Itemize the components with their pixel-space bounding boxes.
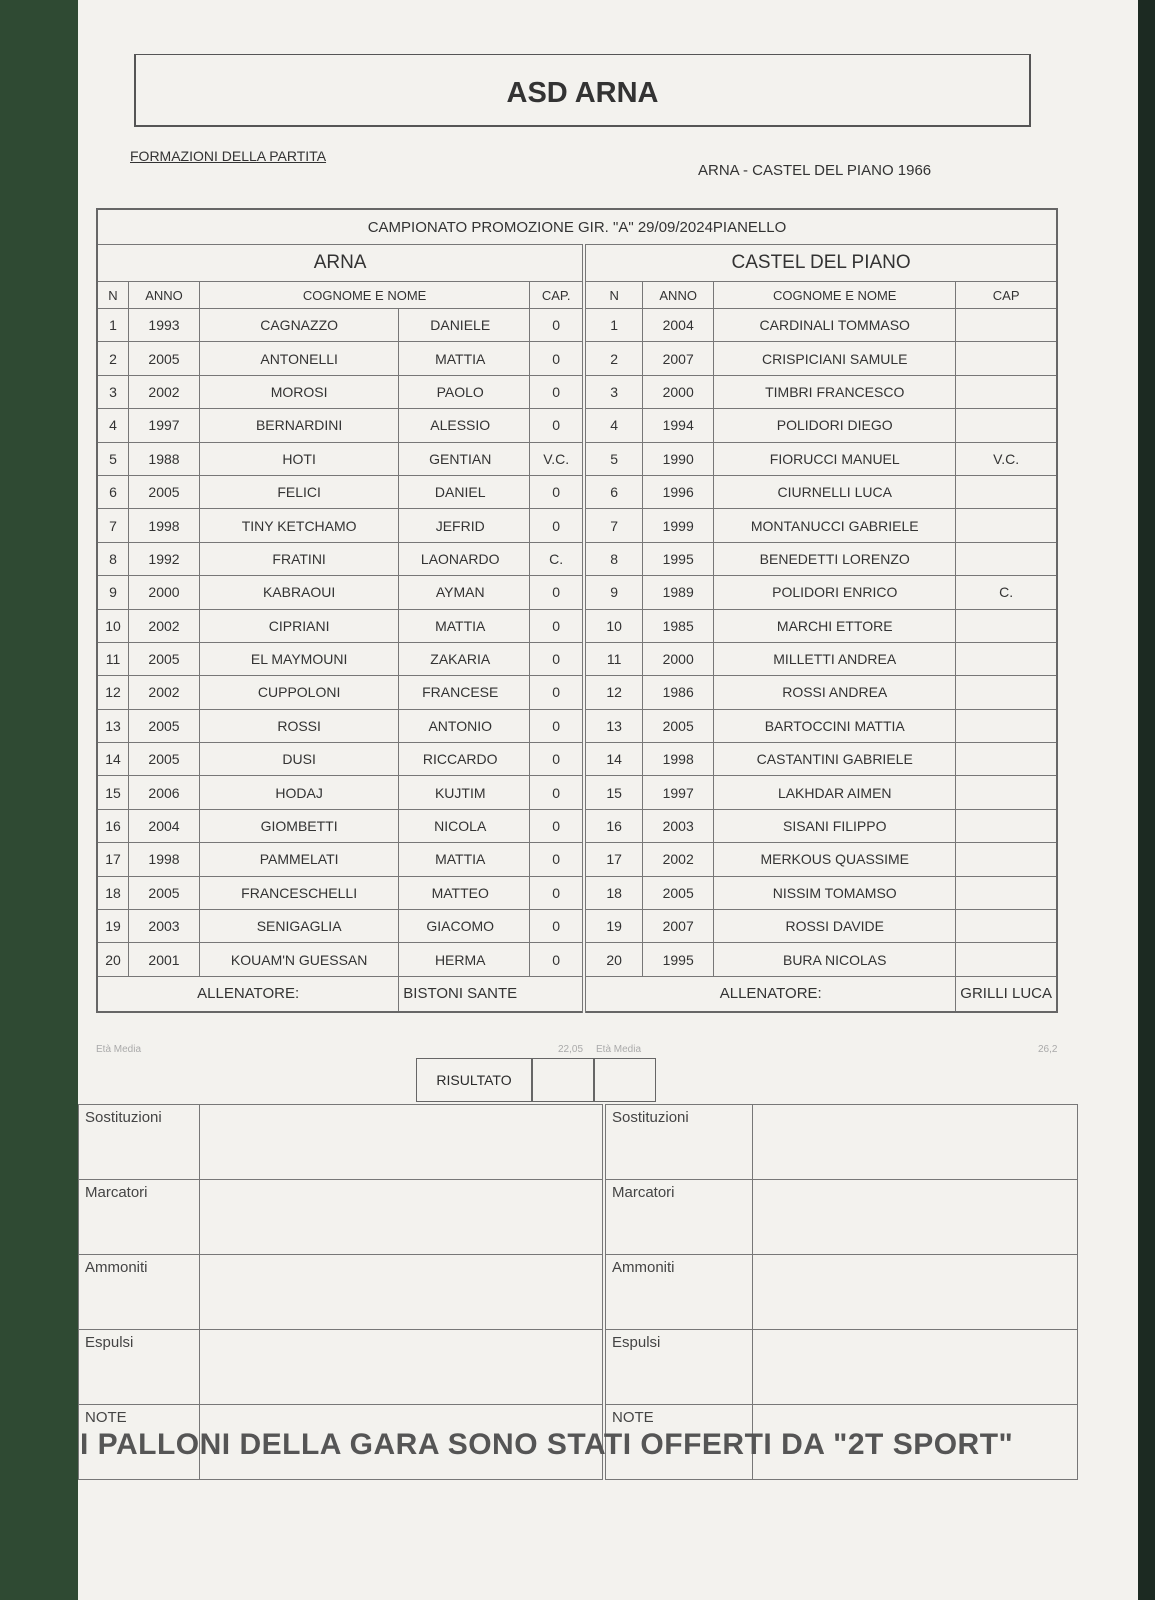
home-player-firstname: RICCARDO (399, 743, 530, 776)
home-player-year: 2005 (129, 642, 200, 675)
home-player-cap: 0 (530, 576, 585, 609)
home-player-cap: 0 (530, 642, 585, 675)
home-player-cap: 0 (530, 809, 585, 842)
away-event-label: Espulsi (604, 1330, 753, 1405)
home-player-firstname: ALESSIO (399, 409, 530, 442)
home-event-field (200, 1255, 605, 1330)
home-player-firstname: HERMA (399, 943, 530, 976)
away-player-year: 1990 (643, 442, 714, 475)
away-event-label: Ammoniti (604, 1255, 753, 1330)
away-player-number: 14 (584, 743, 643, 776)
home-player-number: 6 (97, 475, 129, 508)
away-player-cap (956, 475, 1057, 508)
away-player-number: 16 (584, 809, 643, 842)
home-player-firstname: DANIELE (399, 309, 530, 342)
home-player-surname: HODAJ (200, 776, 399, 809)
home-player-surname: HOTI (200, 442, 399, 475)
home-player-year: 1992 (129, 542, 200, 575)
away-player-cap (956, 309, 1057, 342)
home-player-surname: EL MAYMOUNI (200, 642, 399, 675)
home-player-year: 2005 (129, 342, 200, 375)
away-player-name: MONTANUCCI GABRIELE (714, 509, 956, 542)
home-eta-media-label: Età Media (96, 1044, 142, 1055)
away-player-year: 1995 (643, 943, 714, 976)
player-row (97, 309, 1057, 342)
home-player-surname: ANTONELLI (200, 342, 399, 375)
home-event-field (200, 1330, 605, 1405)
home-player-surname: PAMMELATI (200, 843, 399, 876)
home-player-surname: CIPRIANI (200, 609, 399, 642)
home-player-surname: CAGNAZZO (200, 309, 399, 342)
home-player-cap: 0 (530, 409, 585, 442)
away-player-year: 2004 (643, 309, 714, 342)
away-col-n: N (584, 282, 643, 309)
home-player-cap: 0 (530, 309, 585, 342)
away-event-label: NOTE (604, 1405, 753, 1480)
home-player-surname: TINY KETCHAMO (200, 509, 399, 542)
away-player-number: 4 (584, 409, 643, 442)
result-away-cell (594, 1058, 656, 1102)
home-player-year: 1997 (129, 409, 200, 442)
away-player-number: 17 (584, 843, 643, 876)
home-player-number: 4 (97, 409, 129, 442)
home-player-number: 2 (97, 342, 129, 375)
home-player-year: 2005 (129, 743, 200, 776)
away-col-name: COGNOME E NOME (714, 282, 956, 309)
home-player-firstname: NICOLA (399, 809, 530, 842)
away-player-number: 20 (584, 943, 643, 976)
away-player-name: ROSSI ANDREA (714, 676, 956, 709)
home-player-firstname: GIACOMO (399, 910, 530, 943)
home-player-year: 2000 (129, 576, 200, 609)
home-event-label: Ammoniti (79, 1255, 200, 1330)
home-player-cap: C. (530, 542, 585, 575)
home-player-firstname: FRANCESE (399, 676, 530, 709)
home-player-surname: SENIGAGLIA (200, 910, 399, 943)
home-player-firstname: JEFRID (399, 509, 530, 542)
away-player-cap (956, 809, 1057, 842)
away-event-label: Sostituzioni (604, 1105, 753, 1180)
home-player-surname: KOUAM'N GUESSAN (200, 943, 399, 976)
home-player-year: 2003 (129, 910, 200, 943)
home-coach-label: ALLENATORE: (97, 976, 399, 1012)
away-player-cap: C. (956, 576, 1057, 609)
home-player-year: 1993 (129, 309, 200, 342)
away-player-number: 15 (584, 776, 643, 809)
away-player-year: 1989 (643, 576, 714, 609)
away-player-number: 12 (584, 676, 643, 709)
home-event-field (200, 1180, 605, 1255)
home-player-firstname: LAONARDO (399, 542, 530, 575)
away-player-year: 1986 (643, 676, 714, 709)
away-player-name: MERKOUS QUASSIME (714, 843, 956, 876)
club-title: ASD ARNA (506, 77, 659, 109)
home-event-field (200, 1105, 605, 1180)
player-row (97, 876, 1057, 909)
away-player-cap (956, 843, 1057, 876)
away-player-name: MILLETTI ANDREA (714, 642, 956, 675)
away-player-name: BURA NICOLAS (714, 943, 956, 976)
away-event-field (753, 1255, 1078, 1330)
events-table (78, 1104, 1078, 1480)
away-player-year: 2000 (643, 642, 714, 675)
home-player-year: 2002 (129, 375, 200, 408)
home-player-cap: 0 (530, 676, 585, 709)
away-player-year: 2005 (643, 876, 714, 909)
home-player-number: 3 (97, 375, 129, 408)
away-player-year: 1985 (643, 609, 714, 642)
home-player-cap: V.C. (530, 442, 585, 475)
home-player-number: 11 (97, 642, 129, 675)
away-player-cap (956, 609, 1057, 642)
home-player-year: 2004 (129, 809, 200, 842)
player-row (97, 709, 1057, 742)
away-player-name: CRISPICIANI SAMULE (714, 342, 956, 375)
player-row (97, 509, 1057, 542)
away-col-anno: ANNO (643, 282, 714, 309)
home-player-year: 2001 (129, 943, 200, 976)
event-row (79, 1330, 1078, 1405)
away-player-year: 1998 (643, 743, 714, 776)
home-player-firstname: GENTIAN (399, 442, 530, 475)
away-player-cap: V.C. (956, 442, 1057, 475)
home-player-surname: MOROSI (200, 375, 399, 408)
away-player-cap (956, 375, 1057, 408)
home-event-label: Espulsi (79, 1330, 200, 1405)
away-player-year: 2007 (643, 342, 714, 375)
home-player-firstname: MATTIA (399, 609, 530, 642)
away-player-cap (956, 509, 1057, 542)
away-player-year: 1999 (643, 509, 714, 542)
home-team-name: ARNA (97, 245, 584, 282)
away-player-name: SISANI FILIPPO (714, 809, 956, 842)
home-player-surname: FRANCESCHELLI (200, 876, 399, 909)
player-row (97, 409, 1057, 442)
event-row (79, 1105, 1078, 1180)
home-player-cap: 0 (530, 509, 585, 542)
home-coach-name: BISTONI SANTE (399, 976, 584, 1012)
away-player-name: TIMBRI FRANCESCO (714, 375, 956, 408)
away-player-name: POLIDORI DIEGO (714, 409, 956, 442)
home-player-number: 9 (97, 576, 129, 609)
result-label: RISULTATO (416, 1058, 532, 1102)
home-player-cap: 0 (530, 910, 585, 943)
away-player-year: 1995 (643, 542, 714, 575)
away-player-cap (956, 910, 1057, 943)
event-row (79, 1255, 1078, 1330)
home-player-surname: FELICI (200, 475, 399, 508)
away-player-number: 1 (584, 309, 643, 342)
away-player-name: BENEDETTI LORENZO (714, 542, 956, 575)
player-row (97, 375, 1057, 408)
event-row (79, 1180, 1078, 1255)
home-player-year: 2006 (129, 776, 200, 809)
player-row (97, 843, 1057, 876)
away-player-number: 11 (584, 642, 643, 675)
away-eta-media: 26,2 (1038, 1044, 1058, 1055)
away-player-year: 2005 (643, 709, 714, 742)
home-player-firstname: DANIEL (399, 475, 530, 508)
home-player-surname: CUPPOLONI (200, 676, 399, 709)
home-player-surname: FRATINI (200, 542, 399, 575)
home-player-number: 8 (97, 542, 129, 575)
away-player-number: 19 (584, 910, 643, 943)
player-row (97, 475, 1057, 508)
sponsor-footer: I PALLONI DELLA GARA SONO STATI OFFERTI DA "2T SPORT" (80, 1428, 1014, 1461)
home-player-number: 10 (97, 609, 129, 642)
home-player-number: 16 (97, 809, 129, 842)
away-player-number: 7 (584, 509, 643, 542)
home-player-firstname: MATTIA (399, 843, 530, 876)
home-col-name: COGNOME E NOME (200, 282, 530, 309)
away-player-year: 2000 (643, 375, 714, 408)
home-player-surname: GIOMBETTI (200, 809, 399, 842)
away-player-name: CASTANTINI GABRIELE (714, 743, 956, 776)
away-player-name: BARTOCCINI MATTIA (714, 709, 956, 742)
home-player-firstname: KUJTIM (399, 776, 530, 809)
result-box (416, 1058, 656, 1100)
home-player-surname: BERNARDINI (200, 409, 399, 442)
player-row (97, 609, 1057, 642)
away-player-name: NISSIM TOMAMSO (714, 876, 956, 909)
away-player-name: MARCHI ETTORE (714, 609, 956, 642)
home-player-surname: ROSSI (200, 709, 399, 742)
away-player-cap (956, 642, 1057, 675)
home-player-cap: 0 (530, 943, 585, 976)
home-player-cap: 0 (530, 709, 585, 742)
home-player-number: 17 (97, 843, 129, 876)
home-eta-media: 22,05 (558, 1044, 584, 1055)
home-player-surname: KABRAOUI (200, 576, 399, 609)
home-col-n: N (97, 282, 129, 309)
away-player-year: 2007 (643, 910, 714, 943)
title-box (134, 54, 1031, 127)
away-player-year: 1994 (643, 409, 714, 442)
home-player-cap: 0 (530, 743, 585, 776)
match-title: ARNA - CASTEL DEL PIANO 1966 (698, 162, 932, 179)
away-player-name: POLIDORI ENRICO (714, 576, 956, 609)
home-col-cap: CAP. (530, 282, 585, 309)
home-player-year: 2002 (129, 676, 200, 709)
home-player-year: 1988 (129, 442, 200, 475)
away-player-year: 2002 (643, 843, 714, 876)
away-player-number: 5 (584, 442, 643, 475)
away-player-year: 2003 (643, 809, 714, 842)
away-player-cap (956, 342, 1057, 375)
player-row (97, 943, 1057, 976)
away-team-name: CASTEL DEL PIANO (584, 245, 1057, 282)
home-player-cap: 0 (530, 776, 585, 809)
home-player-firstname: AYMAN (399, 576, 530, 609)
player-row (97, 910, 1057, 943)
away-player-name: CIURNELLI LUCA (714, 475, 956, 508)
away-player-number: 2 (584, 342, 643, 375)
away-event-label: Marcatori (604, 1180, 753, 1255)
player-row (97, 642, 1057, 675)
away-coach-label: ALLENATORE: (584, 976, 956, 1012)
home-player-firstname: ANTONIO (399, 709, 530, 742)
home-event-label: Sostituzioni (79, 1105, 200, 1180)
away-event-field (753, 1330, 1078, 1405)
away-player-cap (956, 876, 1057, 909)
home-player-number: 14 (97, 743, 129, 776)
home-player-year: 2005 (129, 475, 200, 508)
home-event-label: NOTE (79, 1405, 200, 1480)
player-row (97, 576, 1057, 609)
section-title: FORMAZIONI DELLA PARTITA (130, 148, 327, 164)
away-player-number: 18 (584, 876, 643, 909)
competition-title: CAMPIONATO PROMOZIONE GIR. "A" 29/09/2024PIANELLO (97, 209, 1057, 245)
away-event-field (753, 1180, 1078, 1255)
away-player-name: CARDINALI TOMMASO (714, 309, 956, 342)
home-player-cap: 0 (530, 609, 585, 642)
home-player-year: 2002 (129, 609, 200, 642)
away-player-number: 10 (584, 609, 643, 642)
away-coach-name: GRILLI LUCA (956, 976, 1057, 1012)
home-player-cap: 0 (530, 843, 585, 876)
away-player-number: 3 (584, 375, 643, 408)
away-player-year: 1997 (643, 776, 714, 809)
away-player-number: 9 (584, 576, 643, 609)
home-player-cap: 0 (530, 876, 585, 909)
home-col-anno: ANNO (129, 282, 200, 309)
away-player-name: FIORUCCI MANUEL (714, 442, 956, 475)
home-player-year: 1998 (129, 843, 200, 876)
player-row (97, 542, 1057, 575)
away-eta-media-label: Età Media (596, 1044, 642, 1055)
away-player-year: 1996 (643, 475, 714, 508)
lineup-sheet (78, 0, 1138, 1600)
home-player-number: 19 (97, 910, 129, 943)
home-player-number: 13 (97, 709, 129, 742)
home-player-year: 2005 (129, 709, 200, 742)
home-player-firstname: ZAKARIA (399, 642, 530, 675)
home-player-surname: DUSI (200, 743, 399, 776)
coach-row (97, 976, 1057, 1012)
home-player-number: 12 (97, 676, 129, 709)
home-player-firstname: MATTIA (399, 342, 530, 375)
home-player-number: 7 (97, 509, 129, 542)
away-player-number: 6 (584, 475, 643, 508)
player-row (97, 743, 1057, 776)
away-player-cap (956, 542, 1057, 575)
home-player-number: 1 (97, 309, 129, 342)
away-player-cap (956, 676, 1057, 709)
away-col-cap: CAP (956, 282, 1057, 309)
away-event-field (753, 1105, 1078, 1180)
home-player-number: 20 (97, 943, 129, 976)
away-player-number: 13 (584, 709, 643, 742)
away-player-name: ROSSI DAVIDE (714, 910, 956, 943)
player-row (97, 442, 1057, 475)
home-player-cap: 0 (530, 475, 585, 508)
home-player-firstname: PAOLO (399, 375, 530, 408)
home-player-cap: 0 (530, 342, 585, 375)
player-row (97, 676, 1057, 709)
away-player-cap (956, 776, 1057, 809)
home-player-number: 15 (97, 776, 129, 809)
player-row (97, 776, 1057, 809)
home-player-cap: 0 (530, 375, 585, 408)
home-player-year: 1998 (129, 509, 200, 542)
away-player-cap (956, 709, 1057, 742)
player-row (97, 342, 1057, 375)
home-player-number: 18 (97, 876, 129, 909)
home-player-year: 2005 (129, 876, 200, 909)
home-player-firstname: MATTEO (399, 876, 530, 909)
away-player-name: LAKHDAR AIMEN (714, 776, 956, 809)
home-event-label: Marcatori (79, 1180, 200, 1255)
home-player-number: 5 (97, 442, 129, 475)
away-player-cap (956, 409, 1057, 442)
away-player-cap (956, 943, 1057, 976)
lineup-table (96, 208, 1058, 1013)
away-player-cap (956, 743, 1057, 776)
away-player-number: 8 (584, 542, 643, 575)
player-row (97, 809, 1057, 842)
result-home-cell (532, 1058, 594, 1102)
